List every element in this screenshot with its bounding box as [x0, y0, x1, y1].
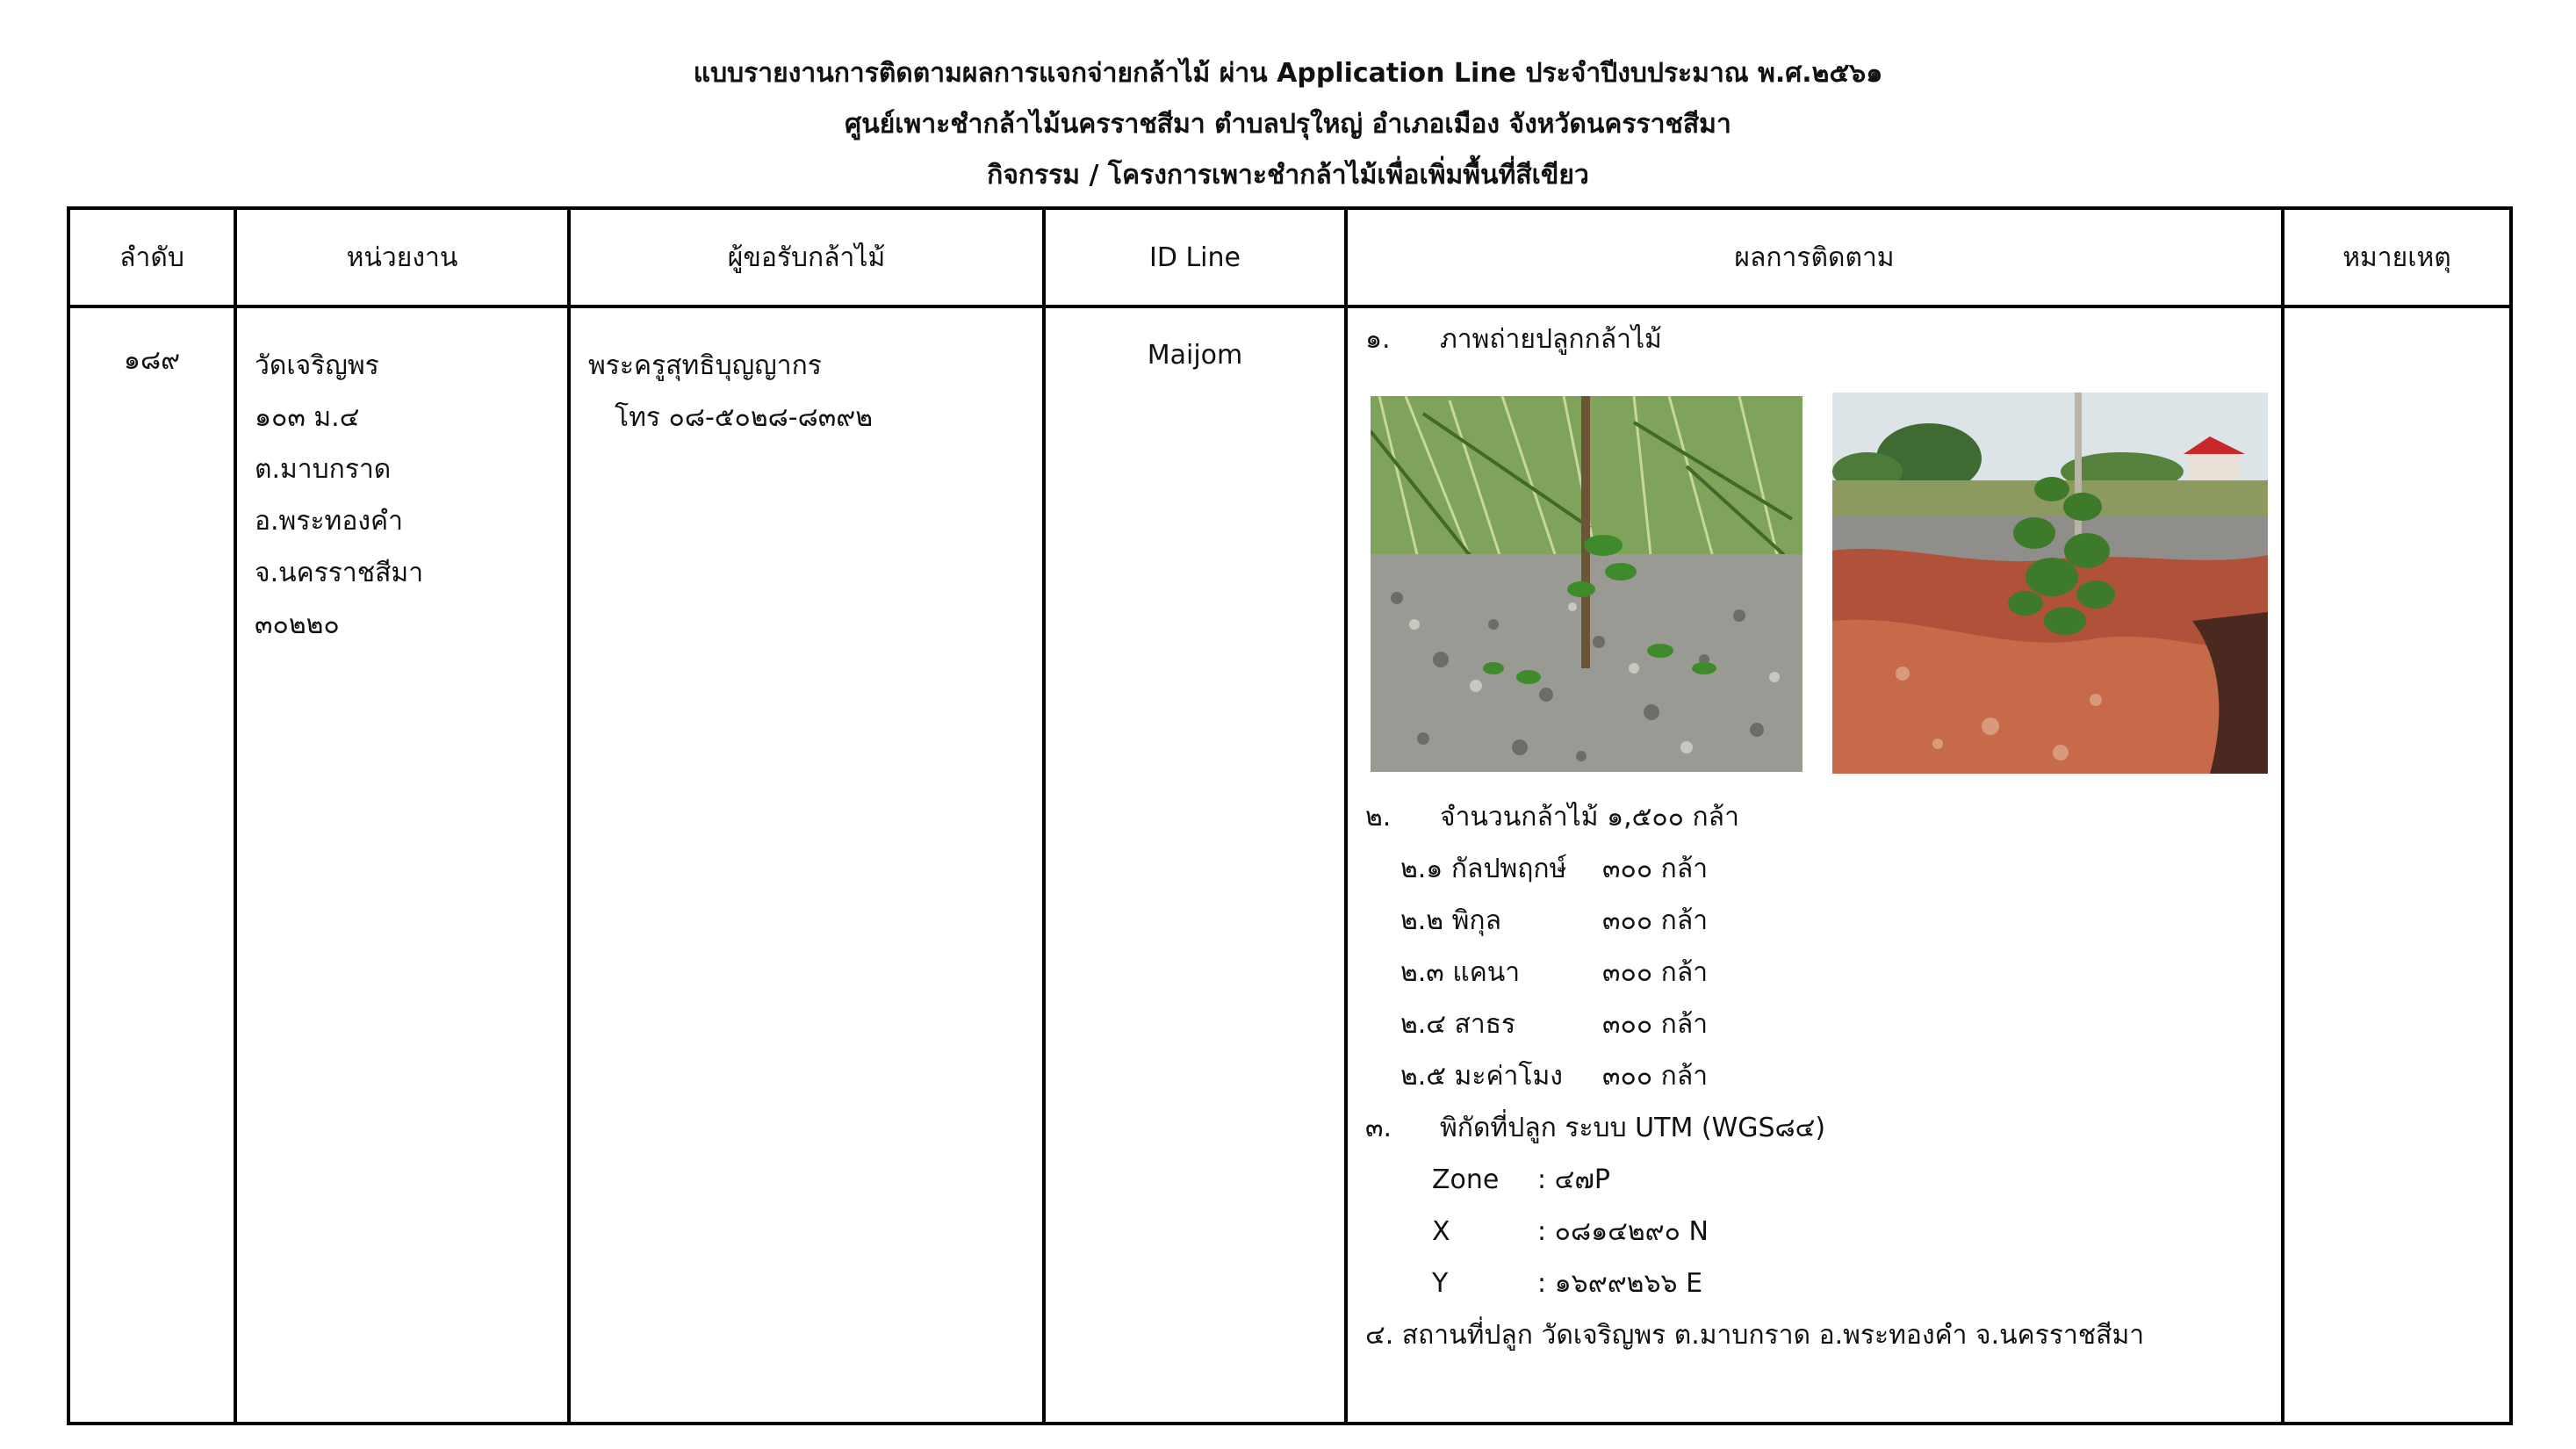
col-header-unit: หน่วยงาน	[235, 208, 569, 306]
cell-id-line: Maijom	[1044, 306, 1346, 1424]
species-qty: ๓๐๐ กล้า	[1602, 1009, 1709, 1040]
cell-unit	[235, 306, 569, 1424]
col-header-result: ผลการติดตาม	[1346, 208, 2283, 306]
result-item-4: ๔. สถานที่ปลูก วัดเจริญพร ต.มาบกราด อ.พระทองคำ จ.นครราชสีมา	[1365, 1320, 2145, 1351]
cell-result	[1346, 306, 2283, 1424]
utm-y-label: Y	[1432, 1268, 1449, 1299]
unit-address-line: ๑๐๓ ม.๔	[255, 402, 360, 433]
species-label: ๒.๒ พิกุล	[1400, 905, 1501, 936]
report-subtitle-project: กิจกรรม / โครงการเพาะชำกล้าไม้เพื่อเพิ่มพื้นที่สีเขียว	[987, 160, 1589, 191]
result-item-3-text: พิกัดที่ปลูก ระบบ UTM (WGS๘๔)	[1440, 1113, 1826, 1143]
report-table	[67, 206, 2513, 1425]
requester-phone: โทร ๐๘-๕๐๒๘-๘๓๙๒	[615, 402, 873, 433]
col-header-note: หมายเหตุ	[2283, 208, 2511, 306]
result-item-1-text: ภาพถ่ายปลูกกล้าไม้	[1440, 324, 1662, 355]
utm-y	[1432, 1266, 1702, 1301]
unit-district: อ.พระทองคำ	[255, 506, 403, 537]
utm-x	[1432, 1215, 1709, 1250]
species-label: ๒.๔ สาธร	[1400, 1009, 1516, 1040]
utm-x-label: X	[1432, 1216, 1450, 1247]
utm-zone-label: Zone	[1432, 1164, 1500, 1195]
species-row	[1400, 955, 1708, 991]
col-header-id-line: ID Line	[1044, 208, 1346, 306]
utm-zone-value: : ๔๗P	[1537, 1164, 1610, 1195]
planting-photo-2	[1832, 393, 2268, 774]
species-row	[1400, 904, 1708, 939]
col-header-seq: ลำดับ	[68, 208, 235, 306]
unit-subdistrict: ต.มาบกราด	[255, 454, 392, 485]
utm-x-value: : ๐๘๑๔๒๙๐ N	[1537, 1216, 1709, 1247]
result-item-1-number: ๑.	[1365, 324, 1391, 355]
result-item-3	[1365, 1111, 1825, 1146]
utm-y-value: : ๑๖๙๙๒๖๖ E	[1537, 1268, 1703, 1299]
species-label: ๒.๕ มะค่าโมง	[1400, 1061, 1563, 1092]
result-item-2	[1365, 800, 1739, 835]
species-row	[1400, 1059, 1708, 1094]
report-subtitle-center: ศูนย์เพาะชำกล้าไม้นครราชสีมา ตำบลปรุใหญ่ อำเภอเมือง จังหวัดนครราชสีมา	[845, 109, 1731, 140]
table-row	[68, 306, 2511, 1424]
cell-seq: ๑๘๙	[68, 306, 235, 1424]
result-item-2-number: ๒.	[1365, 802, 1392, 833]
result-item-3-number: ๓.	[1365, 1113, 1392, 1143]
cell-note	[2283, 306, 2511, 1424]
species-qty: ๓๐๐ กล้า	[1602, 957, 1709, 988]
species-label: ๒.๑ กัลปพฤกษ์	[1400, 854, 1567, 884]
requester-name: พระครูสุทธิบุญญากร	[588, 350, 822, 381]
species-row	[1400, 1007, 1708, 1042]
table-header-row	[68, 208, 2511, 306]
result-item-1	[1365, 322, 1662, 357]
species-qty: ๓๐๐ กล้า	[1602, 854, 1709, 884]
utm-zone	[1432, 1163, 1610, 1198]
unit-province: จ.นครราชสีมา	[255, 558, 424, 588]
cell-requester	[569, 306, 1044, 1424]
species-label: ๒.๓ แคนา	[1400, 957, 1521, 988]
unit-name: วัดเจริญพร	[255, 350, 379, 381]
species-qty: ๓๐๐ กล้า	[1602, 1061, 1709, 1092]
col-header-requester: ผู้ขอรับกล้าไม้	[569, 208, 1044, 306]
result-item-2-text: จำนวนกล้าไม้ ๑,๕๐๐ กล้า	[1440, 802, 1739, 833]
report-title: แบบรายงานการติดตามผลการแจกจ่ายกล้าไม้ ผ่าน Application Line ประจำปีงบประมาณ พ.ศ.๒๕๖๑	[693, 58, 1883, 89]
unit-postcode: ๓๐๒๒๐	[255, 609, 340, 640]
species-row	[1400, 852, 1708, 887]
species-qty: ๓๐๐ กล้า	[1602, 905, 1709, 936]
planting-photo-1	[1371, 396, 1802, 772]
